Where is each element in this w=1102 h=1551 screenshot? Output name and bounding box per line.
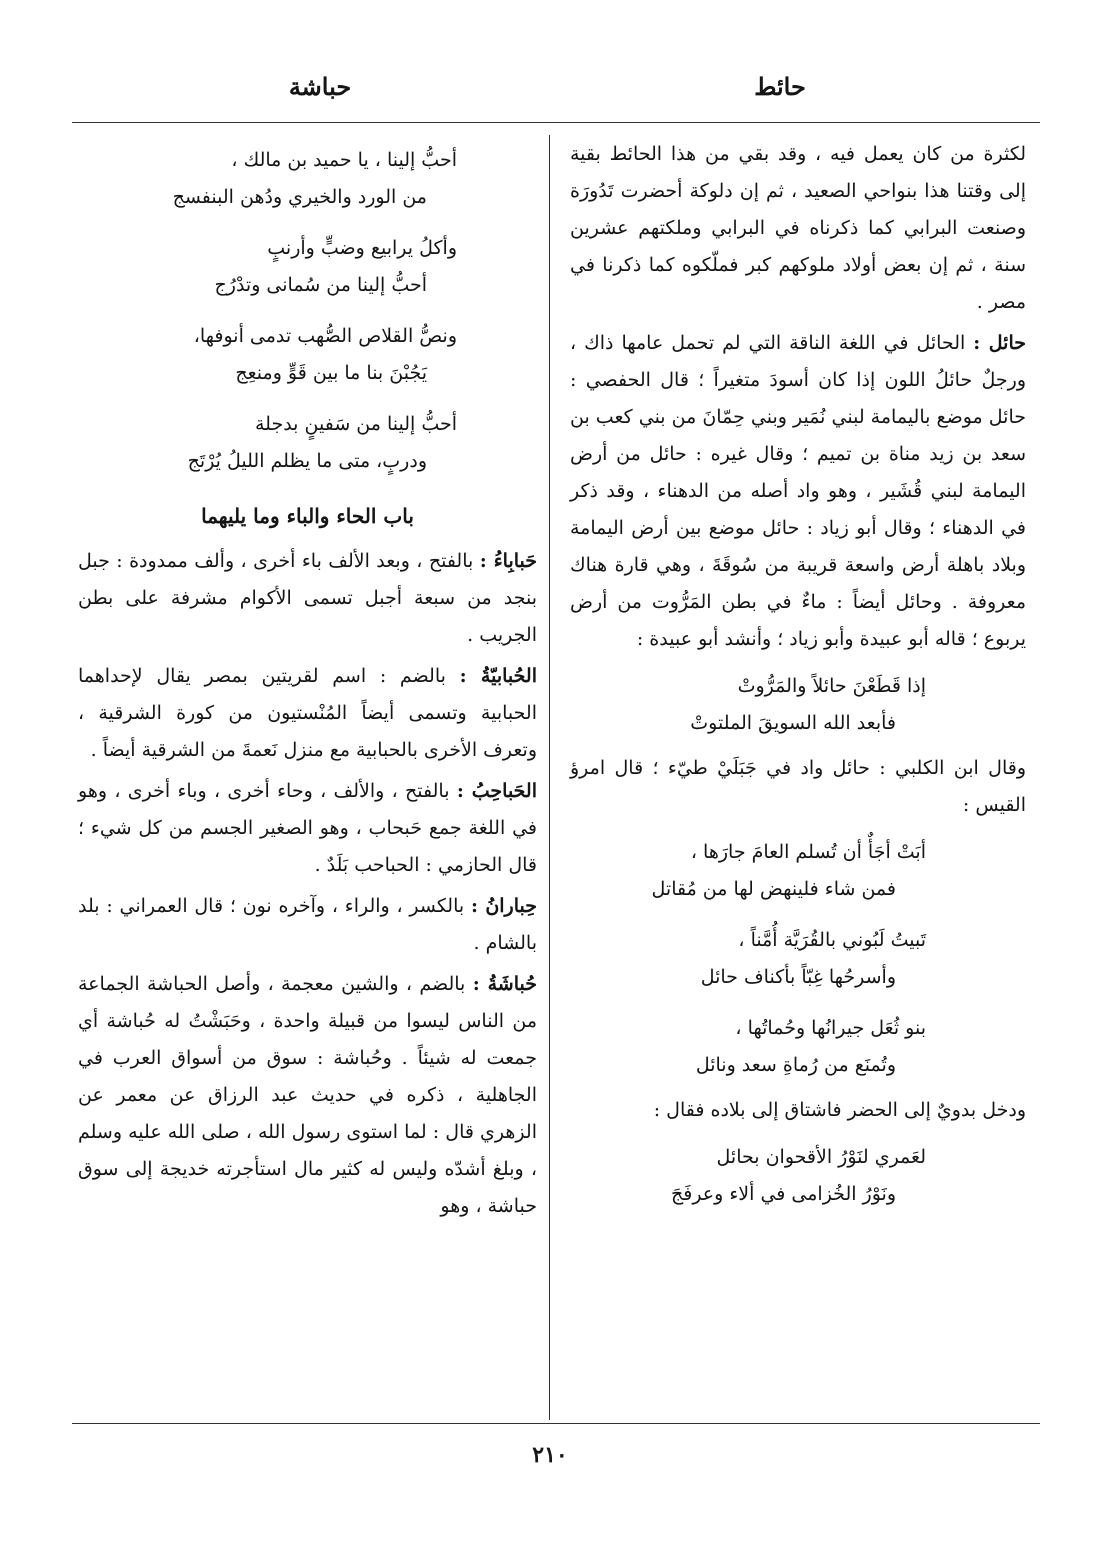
header-rule (72, 122, 1040, 123)
entry (78, 658, 537, 769)
entry (78, 888, 537, 962)
entry-term: الحَباحِبُ : (456, 780, 538, 802)
page-number: ٢١٠ (532, 1442, 568, 1468)
entry-term: حَبابِاءُ : (479, 550, 537, 572)
entry-hail (570, 325, 1026, 658)
verse-block (78, 224, 537, 312)
verse-line: ونَوْرُ الخُزامى في ألاء وعرفَجَ (670, 1183, 896, 1205)
entry-text: بالضم ، والشين معجمة ، وأصل الحباشة الجماعة من الناس ليسوا من قبيلة واحدة ، وحَبَشْتُ له حُباشة أي جمعت له شيئاً . وحُباشة : سوق من أسواق العرب في الجاهلية ، ذكره في حديث عبد الرزاق عن معمر عن الزهري قال : لما استوى رسول الله ، صلى الله عليه وسلم ، وبلغ أشدّه وليس له كثير مال استأجرته خديجة إلى سوق حباشة ، وهو (78, 973, 537, 1217)
column-divider (549, 135, 550, 1420)
verse-block (570, 1004, 1026, 1092)
verse-line: فأبعد الله السويقَ الملتوتْ (690, 712, 896, 734)
entry (78, 966, 537, 1225)
intro-paragraph: لكثرة من كان يعمل فيه ، وقد بقي من هذا الحائط بقية إلى وقتنا هذا بنواحي الصعيد ، ثم إن دلوكة أحضرت تَدُورَة وصنعت البرابي كما ذكرناه في البرابي وملكتهم عشرين سنة ، ثم إن بعض أولاد ملوكهم كبر فملّكوه كما ذكرنا في مصر . (570, 143, 1026, 313)
verse-block (78, 136, 537, 224)
verse-block (78, 400, 537, 488)
entry-text: بالضم : اسم لقريتين بمصر يقال لإحداهما الحبابية وتسمى أيضاً المُنْستيون من كورة الشرقية ، وتعرف الأخرى بالحبابية مع منزل نَعمةَ من الشرقية أيضاً . (78, 665, 537, 761)
footer-rule (72, 1423, 1040, 1424)
verse-line: ونصُّ القلاص الصُّهب تدمى أنوفها، (193, 325, 457, 347)
running-header-left: حباشة (288, 72, 352, 101)
verse-line: من الورد والخيري ودُهن البنفسج (172, 186, 427, 208)
verse-line: أحبُّ إلينا من سُمانى وتدْرُج (214, 274, 427, 296)
verse-line: وتُمنَع من رُماةِ سعد ونائل (695, 1054, 896, 1076)
entry (78, 543, 537, 654)
verse-line: أبَتْ أجَأٌ أن تُسلم العامَ جارَها ، (690, 841, 926, 863)
verse-block (78, 312, 537, 400)
section-title: باب الحاء والباء وما يليهما (201, 504, 414, 528)
entry-text: بالكسر ، والراء ، وآخره نون ؛ قال العمراني : بلد بالشام . (78, 895, 537, 954)
right-column (570, 136, 1026, 1221)
paragraph: ودخل بدويٌ إلى الحضر فاشتاق إلى بلاده فقال : (653, 1099, 1026, 1121)
verse-block (570, 828, 1026, 916)
verse-line: أحبُّ إلينا ، يا حميد بن مالك ، (231, 149, 457, 171)
left-column (78, 136, 537, 1229)
verse-block (570, 1133, 1026, 1221)
entry (78, 773, 537, 884)
verse-line: إذا قَطَعْنَ حائلاً والمَرُّوتْ (737, 675, 926, 697)
running-header-right: حائط (754, 72, 806, 101)
verse-line: تَبيتُ لَبُوني بالقُرَيَّة أُمَّناً ، (738, 929, 926, 951)
verse-line: أحبُّ إلينا من سَفينٍ بدجلة (254, 413, 457, 435)
verse-line: وأسرحُها غِبّاً بأكناف حائل (700, 966, 896, 988)
verse-block (570, 662, 1026, 750)
verse-line: لعَمري لنَوْرُ الأقحوان بحائل (716, 1146, 926, 1168)
entry-text: الحائل في اللغة الناقة التي لم تحمل عامها ذاك ، ورجلٌ حائلُ اللون إذا كان أسودَ متغيراً ؛ قال الحفصي : حائل موضع باليمامة لبني نُمَير وبني حِمّانَ من بني كعب بن سعد بن زيد مناة بن تميم ؛ وقال غيره : حائل من أرض اليمامة لبني قُشَير ، وهو واد أصله من الدهناء ، وقد ذكر في الدهناء ؛ وقال أبو زياد : حائل موضع بين أرض اليمامة وبلاد باهلة أرض واسعة قريبة من سُوقَةَ ، وهي قارة هناك معروفة . وحائل أيضاً : ماءٌ في بطن المَرُّوت من أرض يربوع ؛ قاله أبو عبيدة وأبو زياد ؛ وأنشد أبو عبيدة : (570, 332, 1027, 650)
entry-term: الحُبابيّةُ : (459, 665, 537, 687)
verse-block (570, 916, 1026, 1004)
verse-line: فمن شاء فلينهض لها من مُقاتل (651, 878, 896, 900)
entry-text: بالفتح ، والألف ، وحاء أخرى ، وباء أخرى ، وهو في اللغة جمع حَبحاب ، وهو الصغير الجسم من كل شيء ؛ قال الحازمي : الحباحب بَلَدٌ . (78, 780, 537, 876)
entry-term: حِبارانُ : (470, 895, 538, 917)
entry-term: حُباشَةُ : (472, 973, 537, 995)
paragraph: وقال ابن الكلبي : حائل واد في جَبَلَيْ طيّء ؛ قال امرؤ القيس : (570, 757, 1026, 816)
entry-text: بالفتح ، وبعد الألف باء أخرى ، وألف ممدودة : جبل بنجد من سبعة أجبل تسمى الأكوام مشرفة على بطن الجريب . (78, 550, 537, 646)
entry-term: حائل : (973, 332, 1027, 354)
verse-line: وأكلُ يرابيع وضبٍّ وأرنبٍ (267, 237, 457, 259)
verse-line: ودربٍ، متى ما يظلم الليلُ يُرْتَج (187, 450, 427, 472)
verse-line: يَجُبْنَ بنا ما بين قَوٍّ ومنعِج (235, 362, 427, 384)
verse-line: بنو ثُعَل جيرانُها وحُماتُها ، (735, 1017, 926, 1039)
